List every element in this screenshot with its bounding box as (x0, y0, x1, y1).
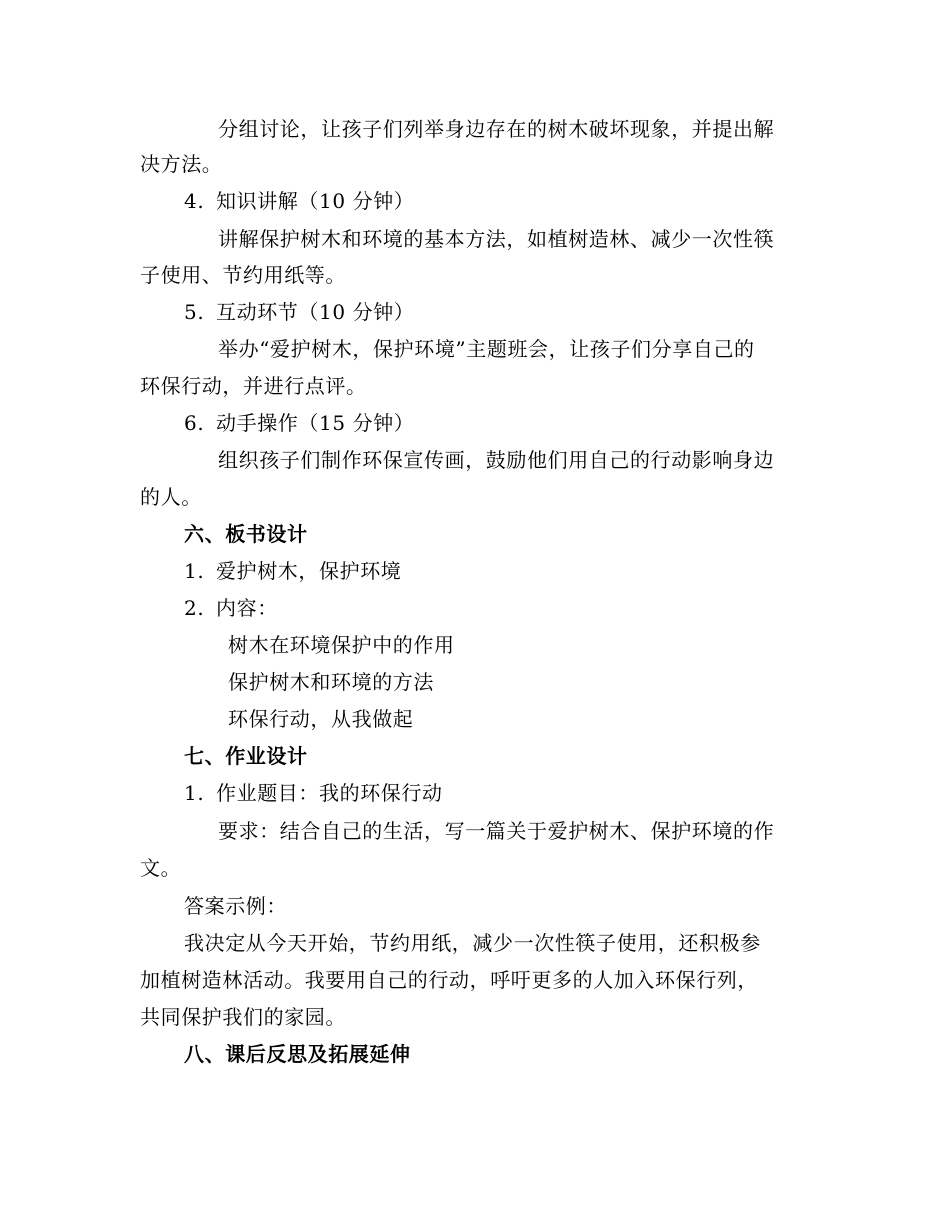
list-text: 内容： (216, 596, 278, 620)
list-item-4 (184, 188, 414, 214)
paragraph-line: 文。 (140, 856, 182, 880)
list-text: 互动环节（10 分钟） (216, 300, 415, 324)
paragraph-line: 加植树造林活动。我要用自己的行动，呼吁更多的人加入环保行列， (140, 968, 758, 992)
board-item-1 (184, 558, 401, 584)
list-item-5 (184, 299, 414, 325)
board-content-line: 保护树木和环境的方法 (228, 670, 434, 694)
list-number: 2. (184, 596, 205, 620)
answer-label: 答案示例： (184, 894, 287, 918)
list-text: 爱护树木，保护环境 (216, 559, 402, 583)
list-text: 作业题目：我的环保行动 (216, 781, 443, 805)
paragraph-line: 讲解保护树木和环境的基本方法，如植树造林、减少一次性筷 (218, 227, 775, 251)
list-number: 1. (184, 559, 205, 583)
paragraph-line: 的人。 (140, 485, 202, 509)
paragraph-line: 决方法。 (140, 152, 223, 176)
list-item-6 (184, 410, 414, 436)
section-heading-7: 七、作业设计 (184, 744, 308, 768)
paragraph-line: 组织孩子们制作环保宣传画，鼓励他们用自己的行动影响身边 (218, 448, 775, 472)
list-number: 4. (184, 189, 205, 213)
paragraph-line: 要求：结合自己的生活，写一篇关于爱护树木、保护环境的作 (218, 819, 775, 843)
homework-item-1 (184, 780, 443, 806)
section-heading-6: 六、板书设计 (184, 522, 308, 546)
paragraph-line: 我决定从今天开始，节约用纸，减少一次性筷子使用，还积极参 (184, 931, 761, 955)
paragraph-line: 举办“爱护树木，保护环境”主题班会，让孩子们分享自己的 (218, 337, 755, 361)
board-item-2 (184, 595, 278, 621)
board-content-line: 环保行动，从我做起 (228, 707, 414, 731)
list-number: 6. (184, 411, 205, 435)
list-number: 5. (184, 300, 205, 324)
board-content-line: 树木在环境保护中的作用 (228, 633, 455, 657)
section-heading-8: 八、课后反思及拓展延伸 (184, 1042, 411, 1066)
paragraph-line: 分组讨论，让孩子们列举身边存在的树木破坏现象，并提出解 (218, 117, 775, 141)
paragraph-line: 环保行动，并进行点评。 (140, 374, 367, 398)
list-text: 知识讲解（10 分钟） (216, 189, 415, 213)
list-number: 1. (184, 781, 205, 805)
list-text: 动手操作（15 分钟） (216, 411, 415, 435)
paragraph-line: 子使用、节约用纸等。 (140, 263, 346, 287)
paragraph-line: 共同保护我们的家园。 (140, 1005, 346, 1029)
